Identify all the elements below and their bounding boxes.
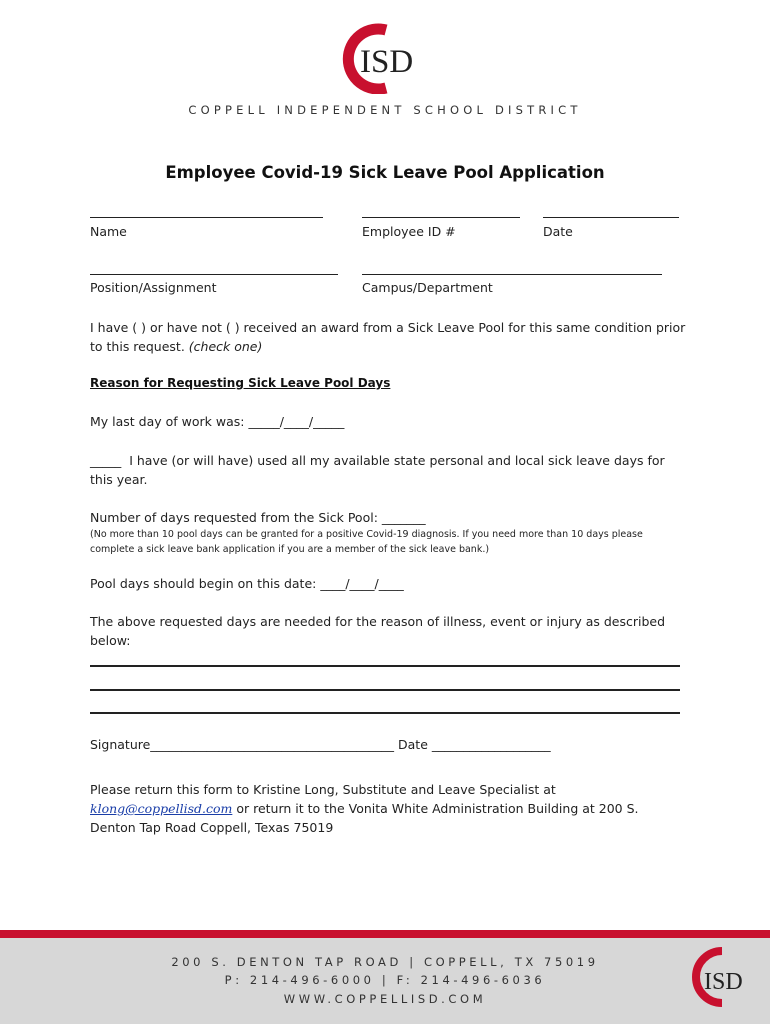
footer-phones: P: 214-496-6000 | F: 214-496-6036 [224,973,546,987]
return-text-1: Please return this form to Kristine Long, Substitute and Leave Specialist at [90,782,556,797]
begin-date-field[interactable]: Pool days should begin on this date: ____/____/____ [90,576,404,591]
district-name: COPPELL INDEPENDENT SCHOOL DISTRICT [188,103,582,117]
date-label: Date [543,224,573,239]
logo-text: ISD [360,44,414,80]
reason-heading: Reason for Requesting Sick Leave Pool Days [90,376,391,390]
prior-award-statement: I have ( ) or have not ( ) received an award from a Sick Leave Pool for this same condition prior to this request. [90,320,686,354]
position-line[interactable] [90,274,338,275]
name-line[interactable] [90,217,323,218]
date-line[interactable] [543,217,679,218]
return-text-2: or return it to the Vonita White Administration Building at 200 S. Denton Tap Road Coppell, Texas 75019 [90,801,639,835]
campus-line[interactable] [362,274,662,275]
footer-band [0,930,770,1024]
return-email-link[interactable]: klong@coppellisd.com [90,801,233,816]
reason-line-1[interactable] [90,665,680,667]
prior-award-note: (check one) [188,339,263,354]
prior-award-text [90,318,690,356]
used-days-blank[interactable]: _____ [90,453,122,468]
last-day-field[interactable]: My last day of work was: _____/____/_____ [90,414,345,429]
employee-id-line[interactable] [362,217,520,218]
days-requested-field[interactable]: Number of days requested from the Sick Pool: _______ [90,510,426,525]
reason-line-3[interactable] [90,712,680,714]
cisd-logo [340,22,430,94]
campus-label: Campus/Department [362,280,493,295]
used-days-text: I have (or will have) used all my available state personal and local sick leave days for this year. [90,453,665,487]
reason-text: The above requested days are needed for the reason of illness, event or injury as described below: [90,614,666,648]
employee-id-label: Employee ID # [362,224,456,239]
days-note: (No more than 10 pool days can be granted for a positive Covid-19 diagnosis. If you need more than 10 days please complete a sick leave bank application if you are a member of the sick leave bank.) [90,529,643,555]
position-label: Position/Assignment [90,280,217,295]
footer-website[interactable]: WWW.COPPELLISD.COM [283,992,487,1006]
return-instructions [90,780,685,837]
used-days-statement [90,451,690,489]
reason-line-2[interactable] [90,689,680,691]
footer-logo-text: ISD [704,969,743,995]
form-title: Employee Covid-19 Sick Leave Pool Application [165,163,605,182]
footer-cisd-logo [690,945,752,1009]
signature-field[interactable]: Signature_______________________________________ Date ___________________ [90,737,551,752]
name-label: Name [90,224,127,239]
footer-address: 200 S. DENTON TAP ROAD | COPPELL, TX 75019 [171,955,599,969]
